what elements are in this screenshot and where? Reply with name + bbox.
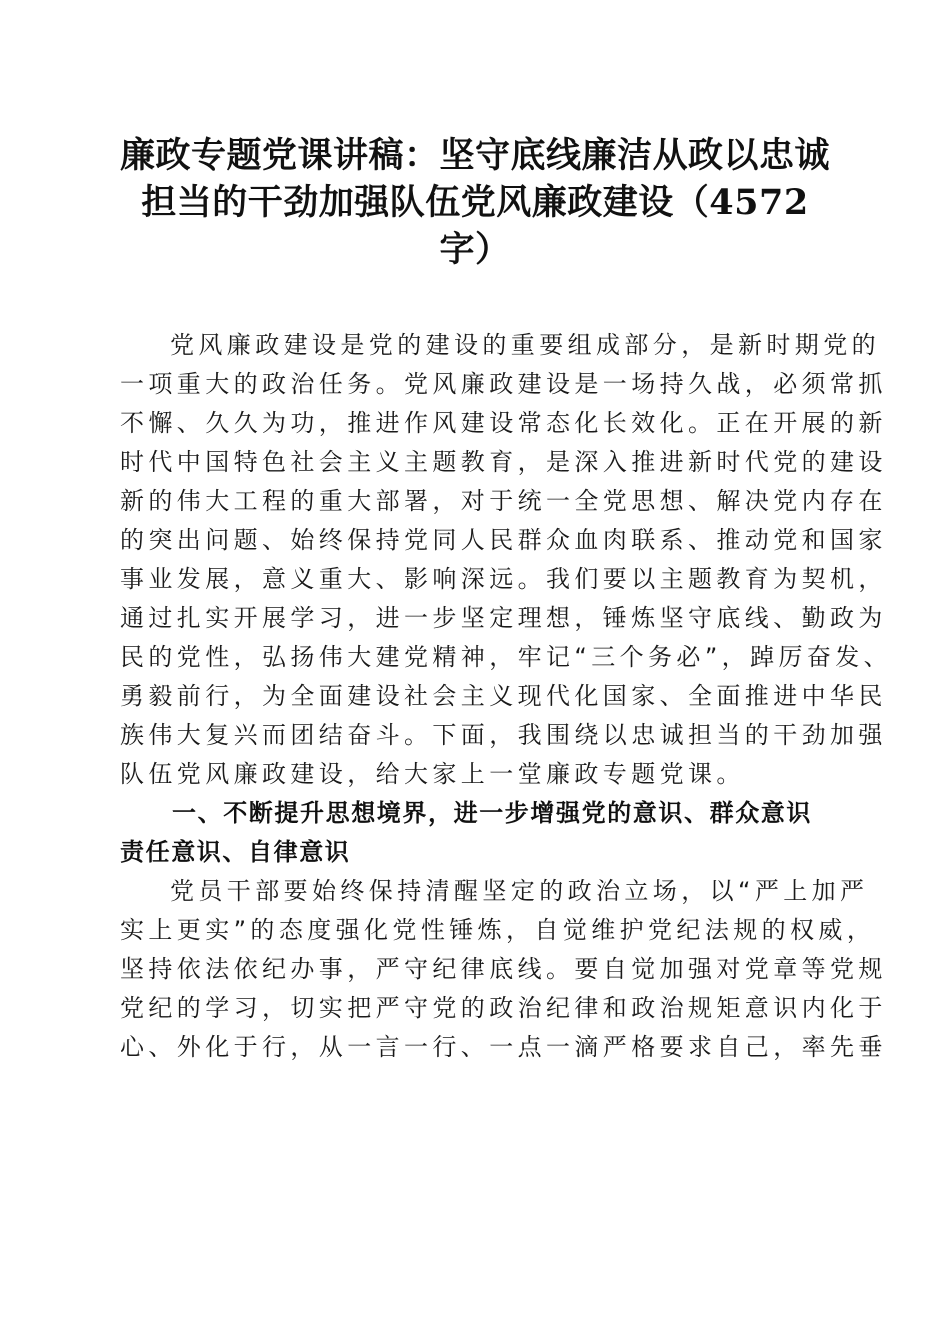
paragraph-line: 队伍党风廉政建设，给大家上一堂廉政专题党课。 bbox=[120, 760, 745, 788]
paragraph-line: 一项重大的政治任务。党风廉政建设是一场持久战，必须常抓 bbox=[120, 370, 887, 398]
paragraph-line: 民的党性，弘扬伟大建党精神，牢记“三个务必”，踔厉奋发、 bbox=[120, 643, 893, 671]
section-1-paragraph bbox=[120, 872, 887, 1067]
heading-line: 一、不断提升思想境界，进一步增强党的意识、群众意识 bbox=[172, 799, 812, 827]
paragraph-line: 的突出问题、始终保持党同人民群众血肉联系、推动党和国家 bbox=[120, 526, 887, 554]
paragraph-line: 党员干部要始终保持清醒坚定的政治立场，以“严上加严 bbox=[170, 877, 869, 905]
paragraph-line: 实上更实”的态度强化党性锤炼，自觉维护党纪法规的权威， bbox=[120, 916, 876, 944]
title-line: 字） bbox=[439, 229, 511, 270]
title-line: 担当的干劲加强队伍党风廉政建设（4572 bbox=[141, 182, 809, 223]
paragraph-line: 不懈、久久为功，推进作风建设常态化长效化。正在开展的新 bbox=[120, 409, 887, 437]
paragraph-line: 党风廉政建设是党的建设的重要组成部分，是新时期党的 bbox=[170, 331, 880, 359]
paragraph-line: 事业发展，意义重大、影响深远。我们要以主题教育为契机， bbox=[120, 565, 887, 593]
section-heading-1 bbox=[120, 794, 832, 872]
paragraph-line: 时代中国特色社会主义主题教育，是深入推进新时代党的建设 bbox=[120, 448, 887, 476]
paragraph-line: 心、外化于行，从一言一行、一点一滴严格要求自己，率先垂 bbox=[120, 1033, 887, 1061]
intro-paragraph bbox=[120, 326, 893, 794]
paragraph-line: 勇毅前行，为全面建设社会主义现代化国家、全面推进中华民 bbox=[120, 682, 887, 710]
paragraph-line: 党纪的学习，切实把严守党的政治纪律和政治规矩意识内化于 bbox=[120, 994, 887, 1022]
paragraph-line: 族伟大复兴而团结奋斗。下面，我围绕以忠诚担当的干劲加强 bbox=[120, 721, 887, 749]
paragraph-line: 新的伟大工程的重大部署，对于统一全党思想、解决党内存在 bbox=[120, 487, 887, 515]
document-title bbox=[110, 132, 840, 273]
title-line: 廉政专题党课讲稿：坚守底线廉洁从政以忠诚 bbox=[119, 135, 830, 176]
heading-line: 责任意识、自律意识 bbox=[120, 838, 351, 866]
document-body bbox=[120, 326, 893, 1067]
paragraph-line: 通过扎实开展学习，进一步坚定理想，锤炼坚守底线、勤政为 bbox=[120, 604, 887, 632]
paragraph-line: 坚持依法依纪办事，严守纪律底线。要自觉加强对党章等党规 bbox=[120, 955, 887, 983]
